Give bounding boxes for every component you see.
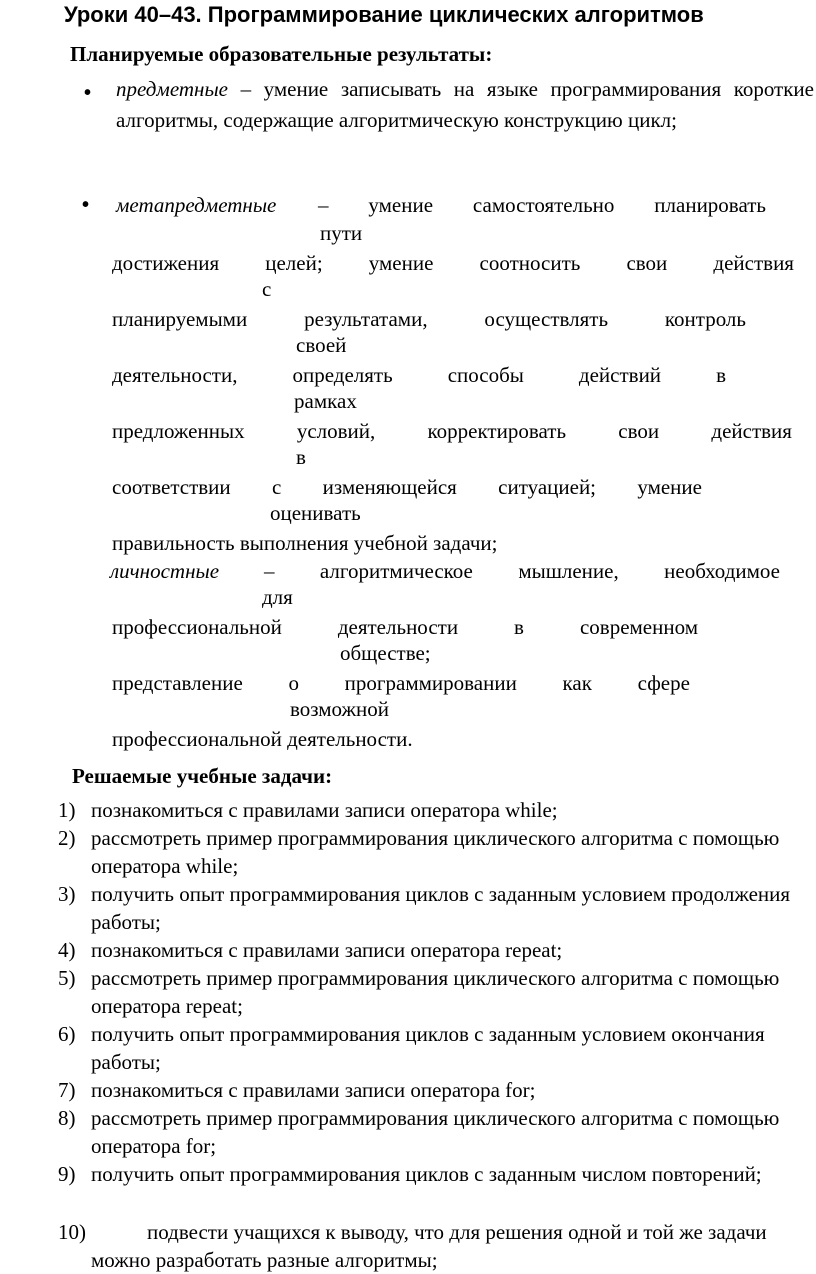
- task-text: познакомиться с правилами записи оператора while;: [91, 798, 558, 822]
- meta-word: корректировать: [427, 419, 567, 443]
- personal-line: [112, 614, 698, 640]
- personal-word: профессиональной деятельности.: [112, 727, 413, 751]
- task-number: 2): [58, 826, 76, 850]
- bullet-icon: •: [82, 194, 90, 216]
- meta-word: свои: [618, 419, 660, 443]
- meta-word: изменяющейся: [322, 475, 457, 499]
- personal-word: для: [262, 585, 293, 609]
- personal-word: обществе;: [340, 641, 431, 665]
- meta-word: в: [716, 363, 726, 387]
- meta-word: ситуацией;: [498, 475, 597, 499]
- personal-label: личностные: [110, 559, 220, 583]
- meta-line: [112, 250, 794, 276]
- meta-word: своей: [296, 333, 347, 357]
- meta-word: с: [272, 475, 282, 499]
- task-text: рассмотреть пример программирования циклического алгоритма с помощью оператора repeat;: [91, 966, 780, 1018]
- meta-word: планируемыми: [112, 307, 248, 331]
- personal-word: возможной: [290, 697, 390, 721]
- personal-line: [112, 726, 413, 752]
- meta-word: контроль: [664, 307, 746, 331]
- task-number: 1): [58, 798, 76, 822]
- task-text: получить опыт программирования циклов с заданным числом повторений;: [91, 1162, 762, 1186]
- meta-line: [270, 500, 361, 526]
- personal-word: в: [514, 615, 524, 639]
- task-text: рассмотреть пример программирования циклического алгоритма с помощью оператора while;: [91, 826, 780, 878]
- meta-word: предложенных: [112, 419, 245, 443]
- meta-word: способы: [447, 363, 524, 387]
- meta-line: [320, 220, 362, 246]
- meta-word: планировать: [654, 193, 766, 217]
- meta-word: целей;: [265, 251, 323, 275]
- task-number: 4): [58, 938, 76, 962]
- task-text: познакомиться с правилами записи оператора repeat;: [91, 938, 563, 962]
- meta-word: с: [262, 277, 272, 301]
- personal-word: о: [288, 671, 299, 695]
- meta-line: [112, 362, 726, 388]
- meta-word: соответствии: [112, 475, 231, 499]
- personal-line: [340, 640, 431, 666]
- meta-word: пути: [320, 221, 363, 245]
- meta-label: метапредметные: [116, 193, 277, 217]
- meta-word: осуществлять: [484, 307, 609, 331]
- meta-line: [296, 444, 306, 470]
- personal-word: –: [264, 559, 275, 583]
- meta-line: [112, 306, 746, 332]
- personal-line: [112, 670, 690, 696]
- personal-word: сфере: [637, 671, 690, 695]
- meta-line: [296, 332, 346, 358]
- meta-word: умение: [637, 475, 702, 499]
- personal-line: [290, 696, 389, 722]
- meta-word: свои: [626, 251, 668, 275]
- task-text: познакомиться с правилами записи оператора for;: [91, 1078, 536, 1102]
- meta-word: достижения: [112, 251, 220, 275]
- personal-word: мышление,: [518, 559, 619, 583]
- meta-word: соотносить: [479, 251, 581, 275]
- meta-line: [262, 276, 271, 302]
- meta-word: действий: [578, 363, 662, 387]
- subject-text: – умение записывать на языке программирования короткие алгоритмы, содержащие алгоритмическую конструкцию цикл;: [116, 77, 814, 132]
- personal-word: представление: [112, 671, 243, 695]
- task-text: подвести учащихся к выводу, что для решения одной и той же задачи можно разработать разные алгоритмы;: [91, 1220, 767, 1272]
- task-number: 8): [58, 1106, 76, 1130]
- results-heading: Планируемые образовательные результаты:: [70, 42, 493, 66]
- meta-word: действия: [713, 251, 794, 275]
- meta-line: [318, 192, 766, 218]
- task-number: 7): [58, 1078, 76, 1102]
- task-text: получить опыт программирования циклов с заданным условием продолжения работы;: [91, 882, 791, 934]
- tasks-heading: Решаемые учебные задачи:: [72, 764, 333, 788]
- subject-label: предметные: [116, 77, 228, 101]
- meta-word: правильность выполнения учебной задачи;: [112, 531, 498, 555]
- meta-word: действия: [711, 419, 792, 443]
- personal-word: алгоритмическое: [319, 559, 473, 583]
- task-number: 3): [58, 882, 76, 906]
- personal-line: [264, 558, 780, 584]
- meta-word: умение: [368, 193, 434, 217]
- task-text: получить опыт программирования циклов с заданным условием окончания работы;: [91, 1022, 765, 1074]
- meta-line: [112, 530, 497, 556]
- personal-word: современном: [579, 615, 698, 639]
- meta-word: рамках: [294, 389, 357, 413]
- meta-line: [112, 474, 702, 500]
- personal-word: как: [562, 671, 592, 695]
- personal-word: программировании: [344, 671, 517, 695]
- task-number: 6): [58, 1022, 76, 1046]
- personal-word: деятельности: [337, 615, 459, 639]
- personal-word: профессиональной: [112, 615, 282, 639]
- task-number: 9): [58, 1162, 76, 1186]
- meta-word: в: [296, 445, 306, 469]
- meta-word: –: [318, 193, 329, 217]
- meta-line: [112, 418, 792, 444]
- meta-word: результатами,: [304, 307, 428, 331]
- task-number: 10): [58, 1220, 86, 1244]
- personal-word: необходимое: [664, 559, 780, 583]
- task-number: 5): [58, 966, 76, 990]
- meta-word: умение: [368, 251, 434, 275]
- personal-line: [262, 584, 293, 610]
- meta-word: оценивать: [270, 501, 361, 525]
- meta-word: деятельности,: [112, 363, 238, 387]
- bullet-icon: •: [84, 82, 92, 104]
- meta-word: самостоятельно: [472, 193, 615, 217]
- page-title: Уроки 40–43. Программирование циклических алгоритмов: [64, 2, 704, 27]
- task-text: рассмотреть пример программирования циклического алгоритма с помощью оператора for;: [91, 1106, 780, 1158]
- subject-results: [116, 74, 814, 136]
- meta-word: определять: [292, 363, 393, 387]
- meta-line: [294, 388, 357, 414]
- meta-word: условий,: [296, 419, 376, 443]
